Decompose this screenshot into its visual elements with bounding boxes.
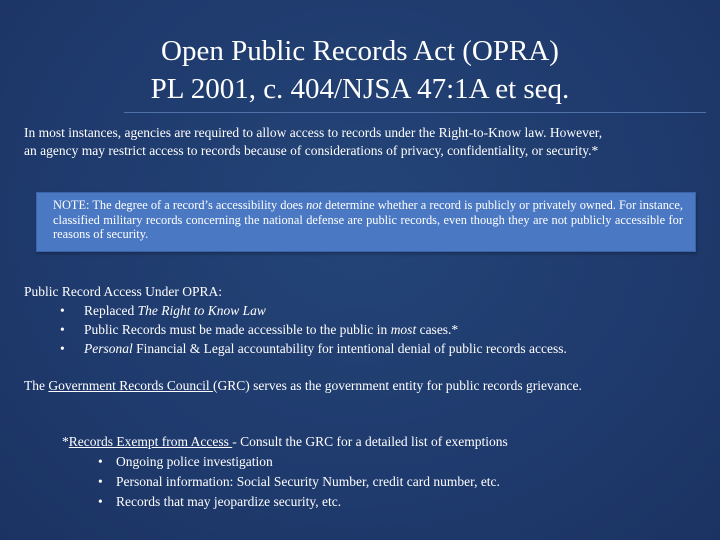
note-text — [53, 198, 683, 242]
asterisk: * — [62, 434, 69, 449]
bullet-text: Replaced — [84, 303, 138, 318]
access-heading: Public Record Access Under OPRA: — [24, 284, 222, 299]
bullet-italic: most — [390, 322, 417, 337]
list-item — [62, 452, 662, 472]
exemption-text: Personal information: Social Security Number, credit card number, etc. — [116, 474, 500, 489]
grc-link[interactable]: Government Records Council — [48, 378, 213, 393]
note-prefix: NOTE: The degree of a record’s accessibility does — [53, 198, 307, 212]
exemptions-section — [62, 432, 662, 512]
list-item — [24, 301, 704, 320]
exemptions-list — [62, 452, 662, 512]
exemption-text: Records that may jeopardize security, etc. — [116, 494, 342, 509]
exemption-text: Ongoing police investigation — [116, 454, 273, 469]
bullet-dot: • — [98, 454, 103, 469]
bullet-text: Financial & Legal accountability for intentional denial of public records access. — [132, 341, 567, 356]
list-item — [62, 472, 662, 492]
note-box — [36, 192, 696, 252]
grc-suffix: (GRC) serves as the government entity for public records grievance. — [212, 378, 582, 393]
records-exempt-link[interactable]: Records Exempt from Access — [68, 434, 233, 449]
bullet-dot: • — [98, 494, 103, 509]
bullet-italic: Personal — [84, 341, 133, 356]
bullet-italic: The Right to Know Law — [137, 303, 266, 318]
exemptions-note: - Consult the GRC for a detailed list of exemptions — [232, 434, 508, 449]
note-suffix: determine whether a record is publicly or privately owned. For instance, classified military records concerning the national defense are public records, even though they are not publicly accessible for reasons of security. — [53, 198, 683, 241]
bullet-dot: • — [60, 341, 65, 356]
bullet-text: Public Records must be made accessible to the public in — [84, 322, 391, 337]
access-section — [24, 282, 704, 358]
title-line-2: PL 2001, c. 404/NJSA 47:1A et seq. — [150, 73, 570, 105]
list-item — [24, 320, 704, 339]
bullet-text-end: cases.* — [416, 322, 459, 337]
title-line-1: Open Public Records Act (OPRA) — [161, 35, 559, 67]
list-item — [62, 492, 662, 512]
access-bullet-list — [24, 301, 704, 358]
bullet-dot: • — [60, 322, 65, 337]
grc-prefix: The — [24, 378, 49, 393]
slide-title — [60, 32, 660, 108]
bullet-dot: • — [98, 474, 103, 489]
intro-paragraph: In most instances, agencies are required to allow access to records under the Right-to-Know law. However, an agency may restrict access to records because of considerations of privacy, confidentiality, or security.* — [24, 125, 603, 158]
note-emphasis: not — [306, 198, 322, 212]
exemptions-heading — [62, 432, 662, 452]
grc-paragraph — [24, 376, 644, 395]
list-item — [24, 339, 704, 358]
title-divider — [124, 112, 706, 113]
bullet-dot: • — [60, 303, 65, 318]
